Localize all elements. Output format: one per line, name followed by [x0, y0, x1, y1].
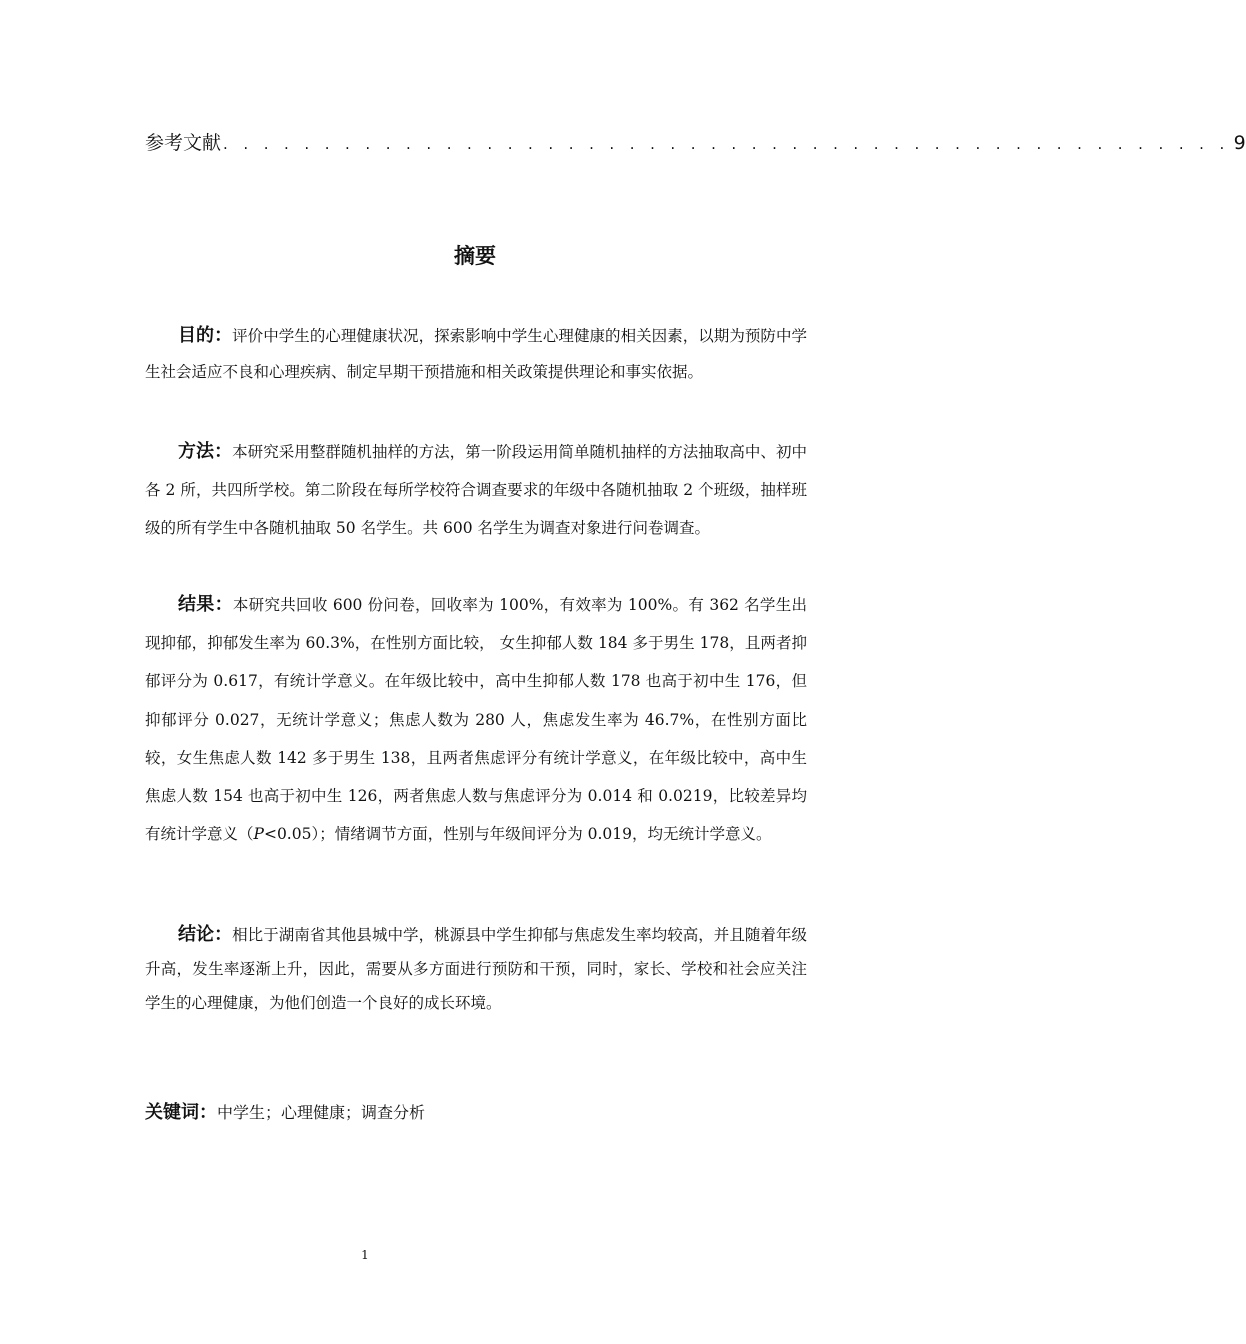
- conclusion-text: 相比于湖南省其他县城中学，桃源县中学生抑郁与焦虑发生率均较高，并且随着年级升高，发生率逐渐上升，因此，需要从多方面进行预防和干预，同时，家长、学校和社会应关注学生的心理健康，为他们创造一个良好的成长环境。: [145, 926, 807, 1012]
- abstract-conclusion-paragraph: [145, 918, 807, 1020]
- abstract-method-paragraph: [145, 433, 807, 547]
- result-text-part-1: 本研究共回收 600 份问卷，回收率为 100%，有效率为 100%。有 362 名学生出现抑郁，抑郁发生率为 60.3%，在性别方面比较， 女生抑郁人数 184 多于男生 178，且两者抑郁评分为 0.617，有统计学意义。在年级比较中，高中生抑郁人数 178 也高于初中生 176，但抑郁评分 0.027，无统计学意义；焦虑人数为 280 人，焦虑发生率为 46.7%，在性别方面比较，女生焦虑人数 142 多于男生 138，且两者焦虑评分有统计学意义，在年级比较中，高中生焦虑人数 154 也高于初中生 126，两者焦虑人数与焦虑评分为 0.014 和 0.0219，比较差异均有统计学意义（: [145, 596, 808, 844]
- toc-entry-references[interactable]: [145, 128, 1246, 158]
- toc-entry-title: 参考文献: [145, 132, 222, 154]
- result-text-part-2: <0.05）；情绪调节方面，性别与年级间评分为 0.019，均无统计学意义。: [263, 825, 772, 844]
- result-label: 结果：: [178, 594, 233, 615]
- keywords-label: 关键词：: [145, 1102, 217, 1123]
- p-value-symbol: P: [253, 825, 264, 844]
- keywords-line: [145, 1098, 425, 1124]
- method-label: 方法：: [178, 441, 233, 462]
- conclusion-label: 结论：: [178, 924, 233, 945]
- purpose-text: 评价中学生的心理健康状况，探索影响中学生心理健康的相关因素，以期为预防中学生社会适应不良和心理疾病、制定早期干预措施和相关政策提供理论和事实依据。: [145, 327, 807, 381]
- purpose-label: 目的：: [178, 325, 233, 346]
- page-number: 1: [361, 1248, 369, 1262]
- abstract-result-paragraph: [145, 586, 807, 853]
- abstract-purpose-paragraph: [145, 318, 807, 390]
- abstract-heading: 摘要: [454, 244, 496, 268]
- method-text: 本研究采用整群随机抽样的方法，第一阶段运用简单随机抽样的方法抽取高中、初中各 2 所，共四所学校。第二阶段在每所学校符合调查要求的年级中各随机抽取 2 个班级，抽样班级的所有学生中各随机抽取 50 名学生。共 600 名学生为调查对象进行问卷调查。: [145, 443, 807, 537]
- toc-leader-dots: . . . . . . . . . . . . . . . . . . . . . . . . . . . . . . . . . . . . . . . . . . . . . . . . . .: [223, 135, 1230, 153]
- keywords-text: 中学生；心理健康；调查分析: [217, 1103, 426, 1122]
- toc-entry-page-number: 9: [1233, 132, 1246, 154]
